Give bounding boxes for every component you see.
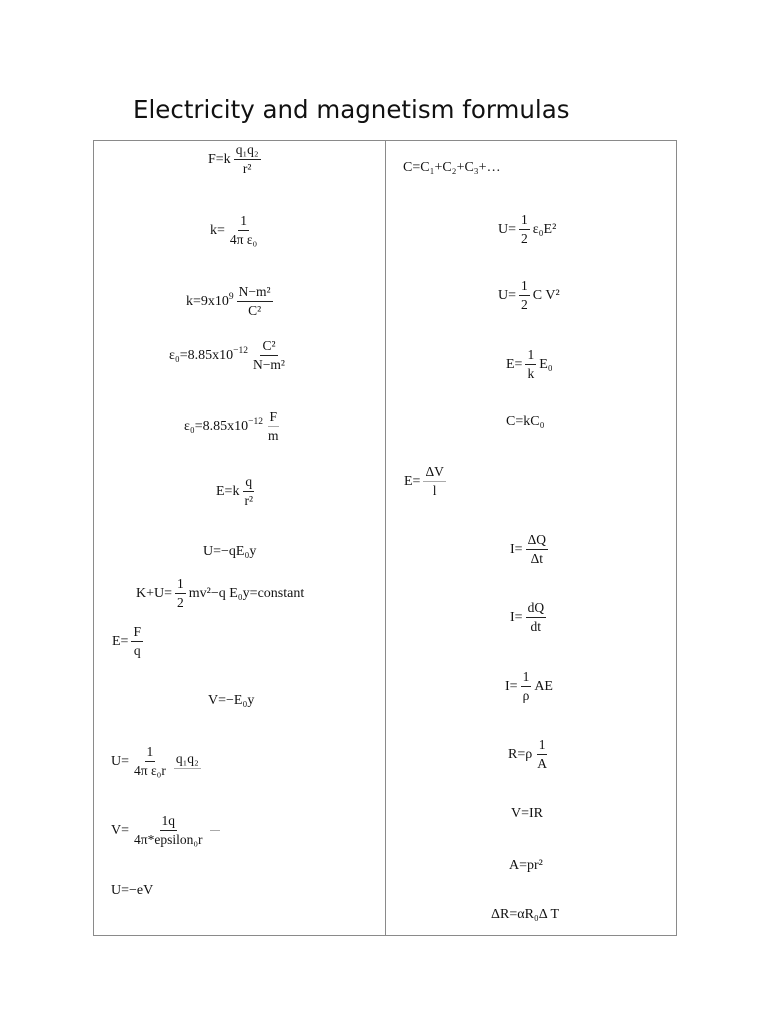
denominator: A: [537, 756, 547, 772]
page-title: Electricity and magnetism formulas: [133, 95, 570, 124]
formula-lhs: E=: [112, 633, 129, 649]
denominator: r²: [244, 493, 253, 509]
numerator: 1: [537, 738, 548, 755]
exponent: −12: [233, 345, 249, 356]
numerator: F: [268, 410, 280, 427]
formula-rhs: C V²: [532, 287, 560, 303]
denominator: N−m²: [253, 357, 285, 373]
numerator: ΔV: [423, 465, 445, 482]
column-divider: [385, 140, 386, 936]
coulomb-law-formula: [208, 143, 264, 176]
uniform-potential-energy-formula: U=−qE₀y: [203, 544, 257, 559]
formula-lhs: I=: [510, 609, 523, 625]
denominator: 4π ε₀: [229, 232, 258, 248]
coulomb-constant-value: [186, 285, 276, 318]
denominator: 2: [521, 231, 528, 247]
denominator: C²: [248, 303, 262, 319]
formula-lhs: U=: [498, 221, 517, 237]
point-charge-field-formula: [216, 475, 258, 508]
numerator: 1: [519, 279, 530, 296]
formula-lhs: ε₀=8.85x10: [184, 418, 249, 434]
exponent: 9: [228, 291, 234, 302]
formula-lhs: E=: [506, 356, 523, 372]
denominator: l: [432, 483, 437, 499]
formula-lhs: F=k: [208, 151, 231, 167]
fraction-bar: [210, 830, 220, 831]
denominator: Δt: [530, 551, 543, 567]
coulomb-constant-formula: [210, 214, 262, 247]
denominator: 4π ε₀r: [134, 763, 166, 779]
average-current-formula: [510, 533, 551, 566]
numerator: F: [131, 625, 143, 642]
point-potential-energy-formula: [111, 745, 204, 778]
denominator: 2: [521, 297, 528, 313]
formula-lhs: V=: [111, 822, 130, 838]
formula-lhs: I=: [510, 541, 523, 557]
capacitor-energy-formula: [498, 279, 560, 312]
resistance-formula: [508, 738, 552, 771]
numerator: 1: [145, 745, 156, 762]
energy-conservation-formula: [136, 577, 304, 610]
formula-lhs: I=: [505, 678, 518, 694]
formula-lhs: E=: [404, 473, 421, 489]
formula-lhs: ε₀=8.85x10: [169, 347, 234, 363]
numerator: ΔQ: [526, 533, 548, 550]
energy-density-formula: [498, 213, 556, 246]
formula-lhs: U=: [111, 753, 130, 769]
denominator: 2: [177, 595, 184, 611]
denominator: 4π*epsilon₀r: [134, 832, 203, 848]
formula-rhs: AE: [534, 678, 553, 694]
formula-lhs: E=k: [216, 483, 240, 499]
permittivity-value-1: [169, 339, 290, 372]
permittivity-value-2: [184, 410, 284, 443]
numerator: 1: [519, 213, 530, 230]
dielectric-field-formula: [506, 348, 553, 381]
numerator: q₁q₂: [174, 752, 201, 769]
numerator: 1: [521, 670, 532, 687]
formula-rhs: E₀: [539, 356, 553, 372]
parallel-capacitance-formula: C=C₁+C₂+C₃+…: [403, 160, 501, 175]
formula-lhs: k=9x10: [186, 293, 229, 309]
field-gradient-formula: [404, 465, 449, 498]
formula-rhs: mv²−q E₀y=constant: [188, 585, 305, 601]
electric-field-definition: [112, 625, 146, 658]
numerator: 1: [238, 214, 249, 231]
instantaneous-current-formula: [510, 601, 549, 634]
numerator: q: [243, 475, 254, 492]
numerator: 1: [175, 577, 186, 594]
numerator: 1: [525, 348, 536, 365]
numerator: dQ: [526, 601, 547, 618]
dielectric-capacitance-formula: C=kC₀: [506, 414, 545, 429]
formula-rhs: ε₀E²: [532, 221, 557, 237]
formula-lhs: U=: [498, 287, 517, 303]
point-potential-formula: [111, 814, 220, 847]
denominator: ρ: [522, 688, 530, 704]
electron-energy-formula: U=−eV: [111, 883, 154, 898]
current-resistivity-formula: [505, 670, 553, 703]
denominator: [185, 769, 189, 771]
numerator: q₁q₂: [234, 143, 261, 160]
numerator: C²: [260, 339, 277, 356]
denominator: q: [133, 643, 141, 659]
exponent: −12: [248, 416, 264, 427]
numerator: 1q: [160, 814, 178, 831]
area-formula: A=pr²: [509, 858, 543, 873]
formula-lhs: R=ρ: [508, 746, 533, 762]
numerator: N−m²: [237, 285, 273, 302]
denominator: k: [527, 366, 535, 382]
denominator: r²: [242, 161, 252, 177]
formula-lhs: k=: [210, 222, 225, 238]
ohms-law-formula: V=IR: [511, 806, 544, 821]
formula-lhs: K+U=: [136, 585, 173, 601]
uniform-potential-formula: V=−E₀y: [208, 693, 255, 708]
denominator: dt: [530, 619, 542, 635]
thermal-resistance-formula: ΔR=αR₀Δ T: [491, 907, 560, 922]
denominator: m: [268, 428, 279, 444]
